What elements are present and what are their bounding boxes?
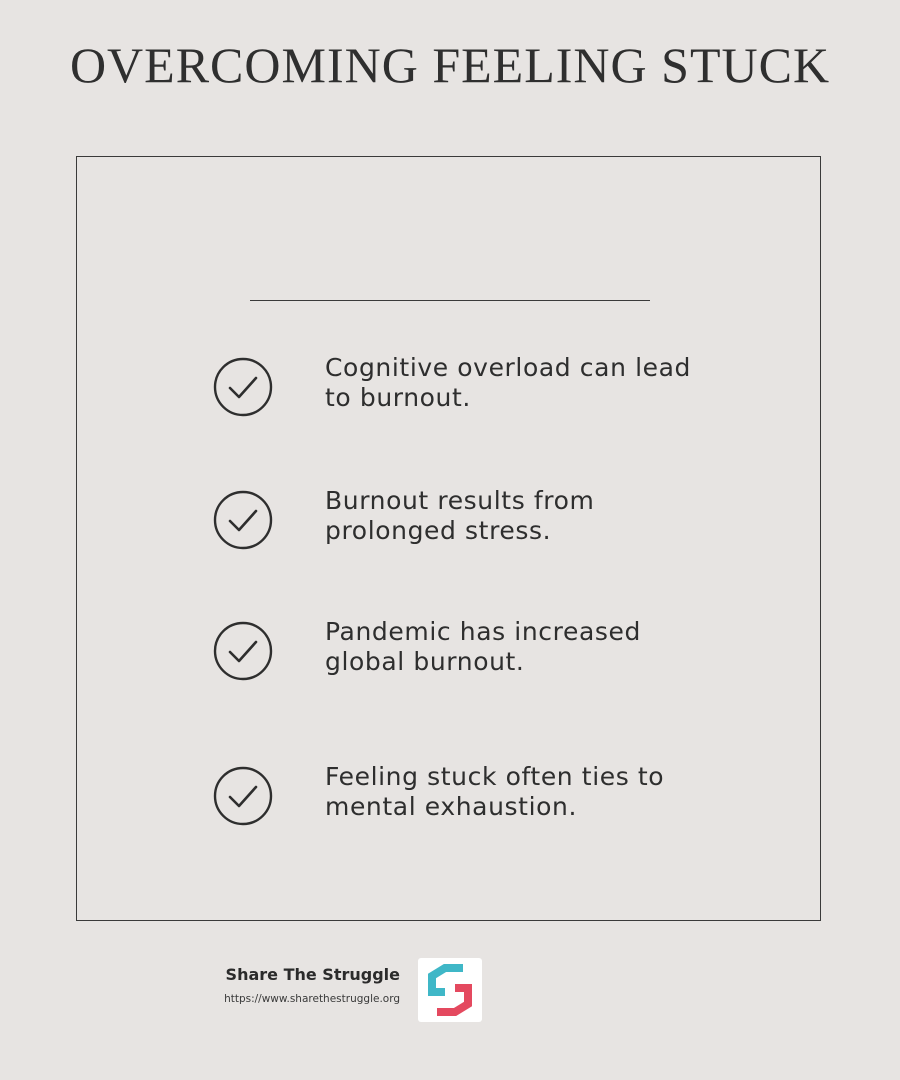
logo-mark bbox=[418, 958, 482, 1022]
check-circle-icon bbox=[212, 620, 274, 682]
list-item-text: Cognitive overload can lead to burnout. bbox=[325, 353, 691, 412]
brand-name: Share The Struggle bbox=[225, 965, 400, 984]
check-circle-icon bbox=[212, 765, 274, 827]
list-item-text: Feeling stuck often ties to mental exhaustion. bbox=[325, 762, 665, 821]
list-item bbox=[212, 353, 732, 420]
page-title: OVERCOMING FEELING STUCK bbox=[69, 37, 831, 93]
list-item bbox=[212, 762, 732, 829]
brand-block bbox=[200, 962, 400, 1006]
brand-url[interactable]: https://www.sharethestruggle.org bbox=[224, 993, 400, 1005]
share-the-struggle-logo-icon bbox=[418, 958, 482, 1022]
list-item bbox=[212, 486, 732, 553]
list-item bbox=[212, 617, 732, 684]
check-circle-icon bbox=[212, 356, 274, 418]
list-item-text: Pandemic has increased global burnout. bbox=[325, 617, 641, 676]
list-item-text: Burnout results from prolonged stress. bbox=[325, 486, 595, 545]
check-circle-icon bbox=[212, 489, 274, 551]
divider bbox=[250, 300, 650, 301]
